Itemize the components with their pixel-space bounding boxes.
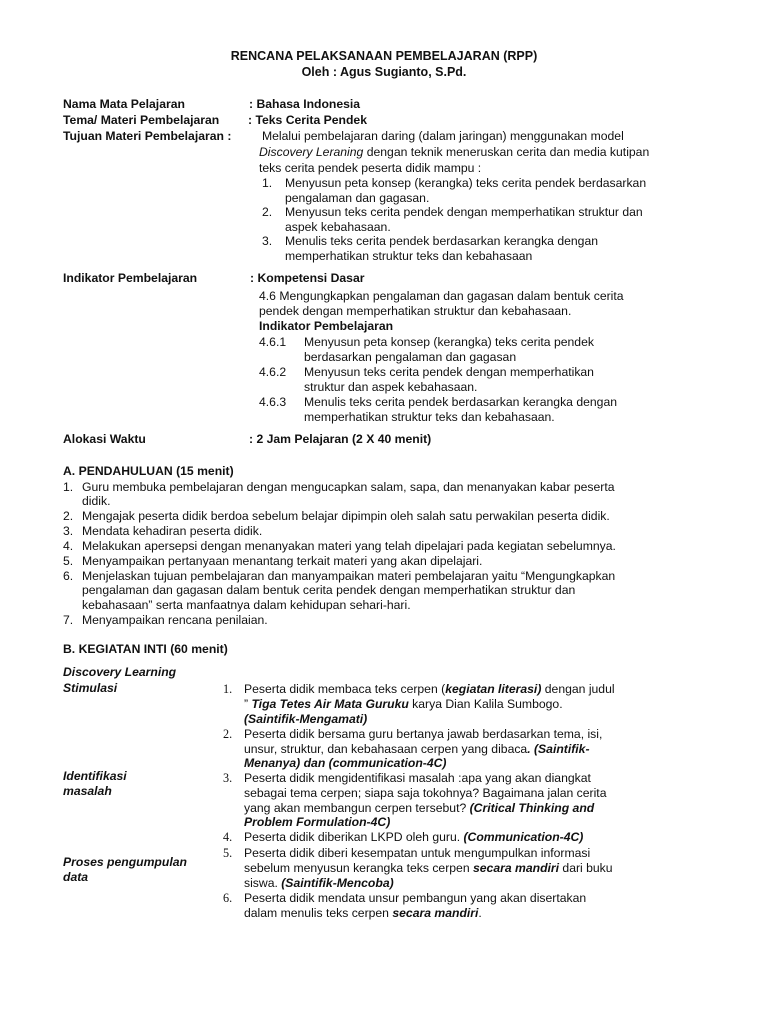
activity-text: Peserta didik diberikan LKPD oleh guru.: [244, 830, 464, 844]
list-item-line: pengalaman dan gagasan dalam bentuk cerita pendek dengan memperhatikan struktur dan: [82, 583, 576, 597]
identifikasi-label: Identifikasi: [63, 769, 127, 783]
indicator-number: 4.6.1: [259, 335, 287, 349]
activity-line: [244, 697, 668, 712]
indicator-item-line: Menyusun peta konsep (kerangka) teks cerita pendek: [304, 335, 594, 349]
identifikasi-label-2: masalah: [63, 784, 112, 798]
list-item-line: Menyampaikan rencana penilaian.: [82, 613, 268, 627]
indicator-item-line: memperhatikan struktur teks dan kebahasaan.: [304, 410, 555, 424]
activity-tag: (Saintifik-Mengamati): [244, 712, 368, 726]
list-item-line: Menyampaikan pertanyaan menantang terkait materi yang akan dipelajari.: [82, 554, 483, 568]
goal-intro-line1: Melalui pembelajaran daring (dalam jaringan) menggunakan model: [262, 129, 624, 143]
list-number: 7.: [63, 613, 74, 627]
activity-line: [244, 876, 668, 891]
indicator-subheading: Indikator Pembelajaran: [259, 319, 394, 333]
goal-item-line: memperhatikan struktur teks dan kebahasaan: [285, 249, 533, 263]
activity-number: 2.: [223, 727, 233, 741]
activity-line: [244, 830, 668, 845]
time-label: Alokasi Waktu: [63, 432, 146, 446]
activity-text: yang akan membangun cerpen tersebut?: [244, 801, 470, 815]
activity-number: 5.: [223, 846, 233, 860]
list-number: 3.: [63, 524, 74, 538]
document-title: RENCANA PELAKSANAAN PEMBELAJARAN (RPP): [230, 49, 538, 63]
activity-text: dengan judul: [541, 682, 615, 696]
kd-heading: : Kompetensi Dasar: [250, 271, 365, 285]
list-item-line: Melakukan apersepsi dengan menanyakan materi yang telah dipelajari pada kegiatan sebelumnya.: [82, 539, 616, 553]
subject-value: : Bahasa Indonesia: [249, 97, 361, 111]
activity-text: dari buku: [559, 861, 613, 875]
activity-tag: . (Saintifik-: [527, 742, 590, 756]
subject-label: Nama Mata Pelajaran: [63, 97, 185, 111]
activity-line: Peserta didik diberi kesempatan untuk mengumpulkan informasi: [244, 846, 591, 860]
activity-line: [244, 801, 668, 816]
list-item-line: didik.: [82, 494, 111, 508]
goal-item-line: pengalaman dan gagasan.: [285, 191, 430, 205]
activity-line: Peserta didik bersama guru bertanya jawab berdasarkan tema, isi,: [244, 727, 603, 741]
pengumpulan-label: Proses pengumpulan: [63, 855, 187, 869]
goal-item-line: Menulis teks cerita pendek berdasarkan kerangka dengan: [285, 234, 599, 248]
activity-text: ”: [244, 697, 252, 711]
list-number: 5.: [63, 554, 74, 568]
activity-line: [244, 861, 668, 876]
activity-text: sebelum menyusun kerangka teks cerpen: [244, 861, 473, 875]
activity-line: Peserta didik mengidentifikasi masalah :apa yang akan diangkat: [244, 771, 591, 785]
goal-item-line: Menyusun peta konsep (kerangka) teks cerita pendek berdasarkan: [285, 176, 647, 190]
indicator-item-line: Menyusun teks cerita pendek dengan memperhatikan: [304, 365, 594, 379]
stimulasi-label: Stimulasi: [63, 681, 118, 695]
activity-line: [244, 742, 668, 757]
kd-line1: 4.6 Mengungkapkan pengalaman dan gagasan dalam bentuk cerita: [259, 289, 624, 303]
list-number: 2.: [63, 509, 74, 523]
activity-text: dalam menulis teks cerpen: [244, 906, 393, 920]
activity-text: karya Dian Kalila Sumbogo.: [408, 697, 563, 711]
activity-tag: Problem Formulation-4C): [244, 815, 391, 829]
activity-tag: kegiatan literasi): [445, 682, 542, 696]
goal-label: Tujuan Materi Pembelajaran :: [63, 129, 232, 143]
goal-item-line: Menyusun teks cerita pendek dengan memperhatikan struktur dan: [285, 205, 643, 219]
list-item-line: kebahasaan” serta manfaatnya dalam kehidupan sehari-hari.: [82, 598, 411, 612]
list-item-line: Mengajak peserta didik berdoa sebelum belajar dipimpin oleh salah satu perwakilan peserta didik.: [82, 509, 610, 523]
goal-number: 1.: [262, 176, 273, 190]
activity-emphasis: secara mandiri: [392, 906, 479, 920]
list-item-line: Guru membuka pembelajaran dengan mengucapkan salam, sapa, dan menanyakan kabar peserta: [82, 480, 615, 494]
indicator-item-line: berdasarkan pengalaman dan gagasan: [304, 350, 517, 364]
activity-line: [244, 682, 668, 697]
activity-line: Peserta didik mendata unsur pembangun yang akan disertakan: [244, 891, 587, 905]
indicator-number: 4.6.2: [259, 365, 287, 379]
section-b-heading: B. KEGIATAN INTI (60 menit): [63, 642, 228, 656]
topic-label: Tema/ Materi Pembelajaran: [63, 113, 220, 127]
activity-tag: (Critical Thinking and: [469, 801, 595, 815]
goal-intro-line2-rest: dengan teknik meneruskan cerita dan media kutipan: [363, 145, 650, 159]
activity-line: sebagai tema cerpen; siapa saja tokohnya? Bagaimana jalan cerita: [244, 786, 607, 800]
story-title: Tiga Tetes Air Mata Guruku: [251, 697, 409, 711]
list-number: 1.: [63, 480, 74, 494]
indicator-item-line: struktur dan aspek kebahasaan.: [304, 380, 478, 394]
list-item-line: Menjelaskan tujuan pembelajaran dan manyampaikan materi pembelajaran yaitu “Mengungkapkan: [82, 569, 616, 583]
goal-number: 3.: [262, 234, 273, 248]
goal-number: 2.: [262, 205, 273, 219]
pengumpulan-label-2: data: [63, 870, 89, 884]
indicator-item-line: Menulis teks cerita pendek berdasarkan kerangka dengan: [304, 395, 618, 409]
model-name: Discovery Leraning: [259, 145, 364, 159]
activity-number: 4.: [223, 830, 233, 844]
goal-item-line: aspek kebahasaan.: [285, 220, 391, 234]
activity-tag: (Communication-4C): [463, 830, 584, 844]
kd-line2: pendek dengan memperhatikan struktur dan kebahasaan.: [259, 304, 572, 318]
goal-intro-line2: [259, 145, 709, 160]
activity-number: 1.: [223, 682, 233, 696]
activity-text: siswa.: [244, 876, 282, 890]
activity-text: Peserta didik membaca teks cerpen (: [244, 682, 446, 696]
activity-number: 6.: [223, 891, 233, 905]
list-number: 4.: [63, 539, 74, 553]
section-a-heading: A. PENDAHULUAN (15 menit): [63, 464, 234, 478]
indicator-label: Indikator Pembelajaran: [63, 271, 198, 285]
model-label: Discovery Learning: [63, 665, 177, 679]
goal-intro-line3: teks cerita pendek peserta didik mampu :: [259, 161, 482, 175]
activity-text: unsur, struktur, dan kebahasaan cerpen yang dibaca: [244, 742, 528, 756]
indicator-number: 4.6.3: [259, 395, 287, 409]
topic-value: : Teks Cerita Pendek: [248, 113, 367, 127]
activity-tag: (Saintifik-Mencoba): [281, 876, 394, 890]
activity-line: [244, 906, 668, 921]
activity-tag: Menanya) dan (communication-4C): [244, 756, 447, 770]
time-value: : 2 Jam Pelajaran (2 X 40 menit): [249, 432, 432, 446]
activity-emphasis: secara mandiri: [472, 861, 560, 875]
list-item-line: Mendata kehadiran peserta didik.: [82, 524, 263, 538]
document-author: Oleh : Agus Sugianto, S.Pd.: [301, 65, 467, 79]
activity-text: .: [478, 906, 482, 920]
list-number: 6.: [63, 569, 74, 583]
activity-number: 3.: [223, 771, 233, 785]
